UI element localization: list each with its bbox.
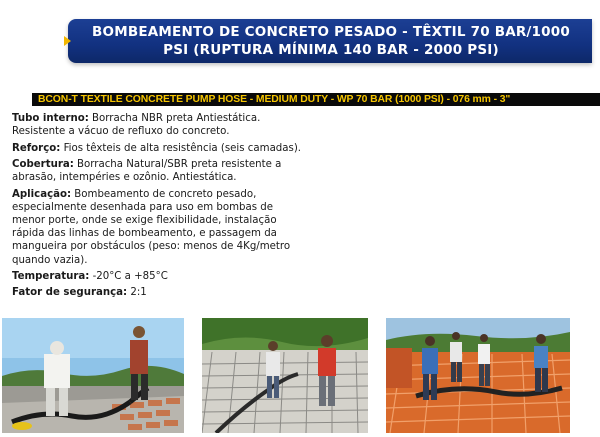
banner-arrow-icon <box>64 36 71 46</box>
spec-text: Bombeamento de concreto pesado, especialmente desenhada para uso em bombas de menor porte, onde se exige flexibilidade, instalação rápida das linhas de bombeamento, e passagem da mangueira por obstáculos (peso: menos de 4Kg/metro quando vazia). <box>12 188 291 266</box>
spec-text: -20°C a +85°C <box>89 270 168 282</box>
photo-illustration <box>202 318 368 433</box>
spec-text: Borracha NBR preta Antiestática. Resistente a vácuo de refluxo do concreto. <box>12 113 261 138</box>
photo-illustration <box>386 318 570 433</box>
page-title-line-1: BOMBEAMENTO DE CONCRETO PESADO - TÊXTIL 70 BAR/1000 <box>92 24 570 40</box>
product-title: BCON-T TEXTILE CONCRETE PUMP HOSE - MEDIUM DUTY - WP 70 BAR (1000 PSI) - 076 mm - 3" <box>38 94 511 105</box>
spec-label: Cobertura: <box>12 158 74 170</box>
spec-item-cobertura <box>12 158 302 184</box>
construction-photo-roof-workers <box>386 318 570 433</box>
construction-photo-slab-mesh <box>202 318 368 433</box>
spec-label: Reforço: <box>12 142 61 154</box>
spec-label: Tubo interno: <box>12 113 89 124</box>
spec-item-aplicacao <box>12 188 302 267</box>
spec-item-fator-seguranca <box>12 286 302 299</box>
spec-item-tubo-interno <box>12 112 302 138</box>
construction-photo-hose-pouring <box>2 318 184 433</box>
spec-item-temperatura <box>12 270 302 283</box>
page-title-line-2: PSI (RUPTURA MÍNIMA 140 BAR - 2000 PSI) <box>163 42 499 58</box>
photo-illustration <box>2 318 184 433</box>
spec-text: Fios têxteis de alta resistência (seis camadas). <box>60 142 302 154</box>
spec-text: Borracha Natural/SBR preta resistente a abrasão, intempéries e ozônio. Antiestática. <box>12 158 282 184</box>
page-title <box>76 23 586 59</box>
spec-label: Temperatura: <box>12 270 90 282</box>
spec-label: Aplicação: <box>12 188 72 200</box>
spec-label: Fator de segurança: <box>12 287 128 299</box>
spec-list <box>12 112 302 303</box>
spec-text: 2:1 <box>127 287 147 299</box>
spec-item-reforco <box>12 142 302 155</box>
